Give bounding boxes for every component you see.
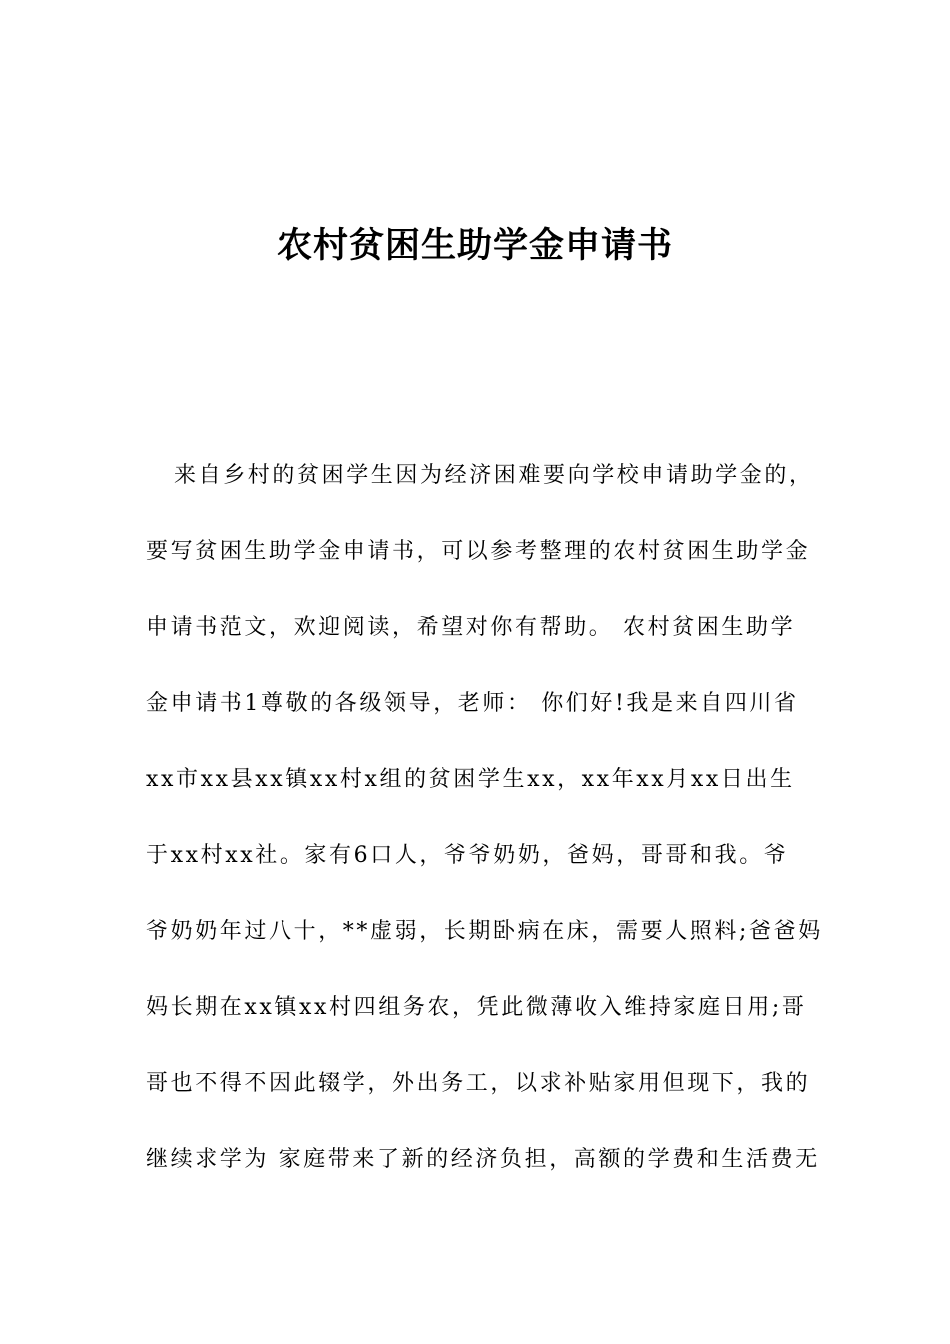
body-line: 哥也不得不因此辍学，外出务工，以求补贴家用但现下，我的 — [146, 1071, 811, 1096]
body-line: 来自乡村的贫困学生因为经济困难要向学校申请助学金的， — [174, 463, 814, 488]
body-line: 申请书范文，欢迎阅读，希望对你有帮助。 农村贫困生助学 — [146, 615, 796, 640]
body-line: 金申请书1尊敬的各级领导，老师： 你们好!我是来自四川省 — [146, 691, 799, 716]
body-line: 要写贫困生助学金申请书，可以参考整理的农村贫困生助学金 — [146, 539, 811, 564]
document-body — [146, 454, 823, 1214]
document-title: 农村贫困生助学金申请书 — [276, 226, 673, 266]
body-line: 于xx村xx社。家有6口人，爷爷奶奶，爸妈，哥哥和我。爷 — [146, 843, 789, 868]
body-line: 继续求学为 家庭带来了新的经济负担，高额的学费和生活费无 — [146, 1147, 820, 1172]
body-line: 妈长期在xx镇xx村四组务农，凭此微薄收入维持家庭日用;哥 — [146, 995, 807, 1020]
body-line: 爷奶奶年过八十，**虚弱，长期卧病在床，需要人照料;爸爸妈 — [146, 919, 823, 944]
body-line: xx市xx县xx镇xx村x组的贫困学生xx，xx年xx月xx日出生 — [146, 767, 795, 792]
